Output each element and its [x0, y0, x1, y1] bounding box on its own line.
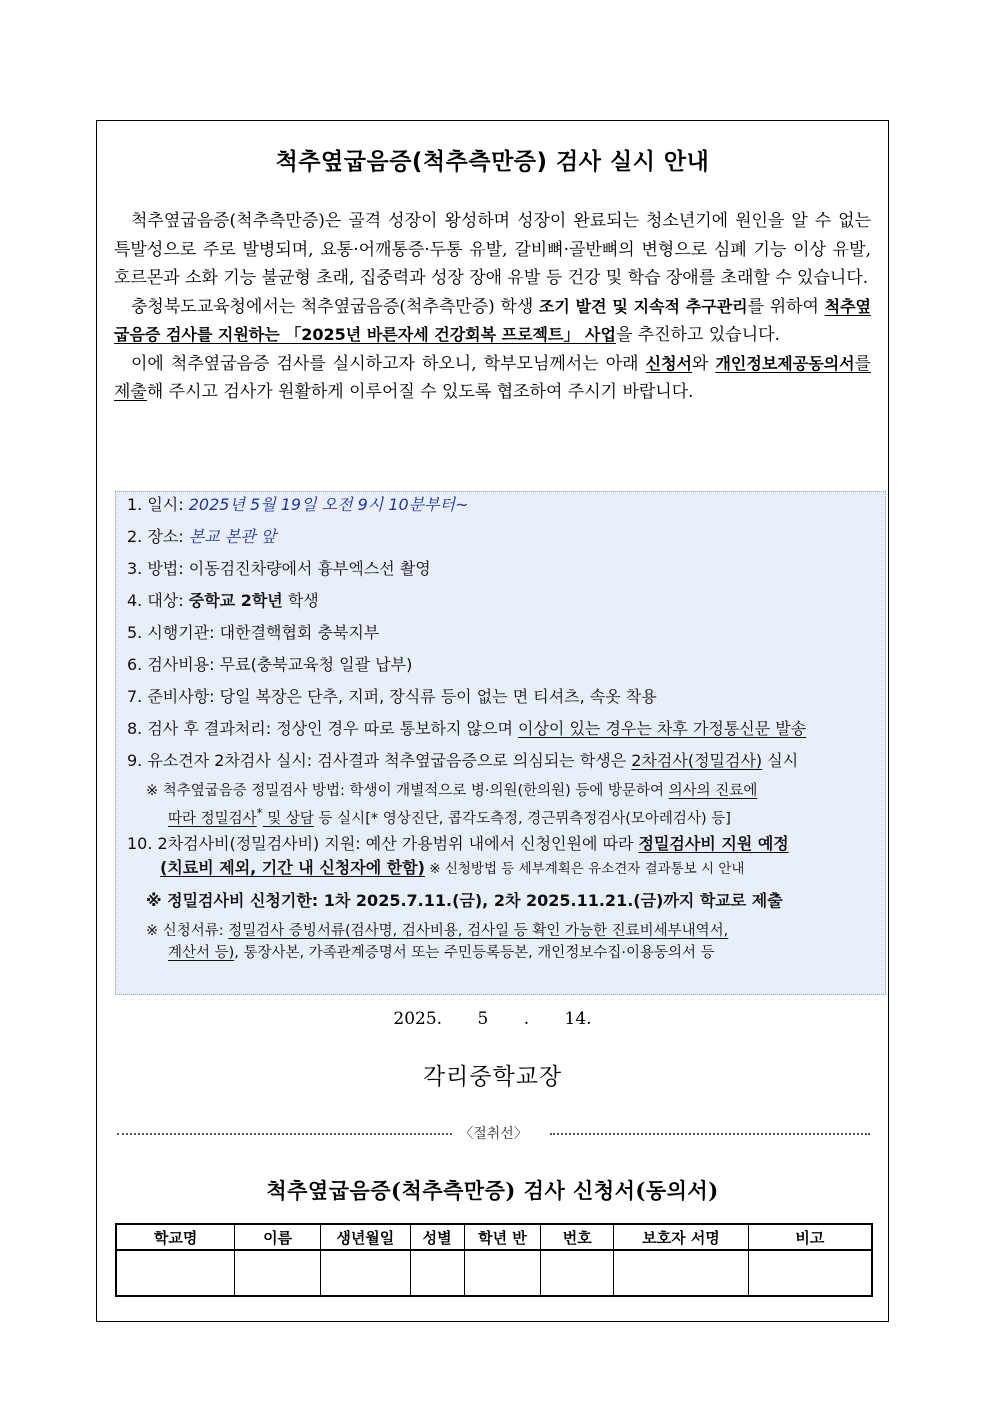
deadline-note: ※ 정밀검사비 신청기한: 1차 2025.7.11.(금), 2차 2025.11.21.(금)까지 학교로 제출 — [146, 891, 783, 910]
form-cell-guardian-signature[interactable] — [614, 1250, 749, 1296]
form-header-school: 학교명 — [116, 1224, 235, 1250]
intro-text — [114, 207, 871, 407]
item-underlined: 정밀검사비 지원 예정 — [638, 834, 789, 853]
note-underlined: 계산서 등) — [168, 945, 235, 961]
intro-p2-emphasis: 조기 발견 및 지속적 추구관리 — [538, 296, 748, 316]
cut-line — [117, 1123, 870, 1143]
form-header-number: 번호 — [541, 1224, 614, 1250]
item-target — [127, 588, 319, 611]
cut-line-label-wrap — [117, 1123, 870, 1143]
note-underlined: 정밀검사 증빙서류(검사명, 검사비용, 검사일 등 확인 가능한 진료비세부내역서, — [228, 923, 729, 939]
note-underlined: 및 상담 — [262, 810, 314, 827]
item-date — [127, 492, 469, 515]
note-underlined: 따라 정밀검사 — [168, 810, 257, 827]
note-text: , 통장사본, 가족관계증명서 또는 주민등록등본, 개인정보수집·이용동의서 등 — [234, 945, 715, 961]
note-footnote-mark: * — [256, 806, 263, 820]
item-result — [127, 716, 806, 739]
form-cell-number[interactable] — [541, 1250, 614, 1296]
issue-date: 2025. 5 . 14. — [393, 1009, 592, 1029]
cut-line-label: 〈절취선〉 — [455, 1126, 532, 1142]
form-cell-remarks[interactable] — [748, 1250, 872, 1296]
form-header-row — [116, 1224, 872, 1250]
item-place — [127, 524, 276, 547]
intro-p3-text: 해 주시고 검사가 원활하게 이루어질 수 있도록 협조하여 주시기 바랍니다. — [146, 382, 694, 402]
form-cell-grade-class[interactable] — [464, 1250, 541, 1296]
form-header-birthdate: 생년월일 — [320, 1224, 410, 1250]
signer: 각리중학교장 — [422, 1064, 563, 1090]
item-value-place: 본교 본관 앞 — [188, 527, 277, 546]
note-continuation — [146, 802, 757, 830]
item-text: 10. 2차검사비(정밀검사비) 지원: 예산 가용범위 내에서 신청인원에 따라 — [127, 834, 639, 853]
item-second-exam — [127, 748, 798, 771]
form-cell-birthdate[interactable] — [320, 1250, 410, 1296]
item-preparation: 7. 준비사항: 당일 복장은 단추, 지퍼, 장식류 등이 없는 면 티셔츠, 속옷 착용 — [127, 687, 657, 706]
notice-frame — [96, 120, 889, 1322]
item-underlined: (치료비 제외, 기간 내 신청자에 한함) — [160, 858, 425, 877]
item-text: 학생 — [282, 591, 319, 610]
note-text: 등 실시[* 영상진단, 콥각도측정, 경근뮈측정검사(모아레검사) 등] — [313, 810, 731, 827]
note-text: ※ 신청서류: — [146, 923, 229, 939]
item-method: 3. 방법: 이동검진차량에서 흉부엑스선 촬영 — [127, 559, 431, 578]
item-label: 4. 대상: — [127, 591, 189, 610]
item-value-target: 중학교 2학년 — [188, 591, 283, 610]
page-title: 척추옆굽음증(척추측만증) 검사 실시 안내 — [275, 149, 710, 175]
note-text: ※ 척추옆굽음증 정밀검사 방법: 학생이 개별적으로 병·의원(한의원) 등에 방문하여 — [146, 783, 669, 799]
intro-p2-text: 충청북도교육청에서는 척추옆굽음증(척추측만증) 학생 — [131, 296, 539, 317]
note-documents — [146, 920, 728, 964]
item-value-date: 2025년 5월 19일 오전 9시 10분부터~ — [188, 495, 469, 514]
item-exam-cost-support — [127, 832, 789, 881]
intro-p3-text: 이에 척추옆굽음증 검사를 실시하고자 하오니, 학부모님께서는 아래 — [131, 353, 646, 374]
form-header-gender: 성별 — [410, 1224, 464, 1250]
intro-paragraph-2 — [114, 293, 871, 350]
intro-p2-project: 를 지원하는 「2025년 바른자세 건강회복 프로젝트」 사업 — [196, 325, 616, 344]
intro-p3-consent: 개인정보제공동의서 — [715, 353, 855, 373]
item-label: 1. 일시: — [127, 495, 189, 514]
item-label: 2. 장소: — [127, 527, 189, 546]
note-continuation — [146, 942, 728, 964]
form-header-remarks: 비고 — [748, 1224, 872, 1250]
item-text: 8. 검사 후 결과처리: 정상인 경우 따로 통보하지 않으며 — [127, 719, 519, 738]
intro-paragraph-1: 척추옆굽음증(척추측만증)은 골격 성장이 왕성하며 성장이 완료되는 청소년기에 원인을 알 수 없는 특발성으로 주로 발병되며, 요통·어깨통증·두통 유발, 갈비뼈·골반뼈의 변형으로 심폐 기능 이상 유발, 호르몬과 소화 기능 불균형 초래, 집중력과 성장 장애 유발 등 건강 및 학습 장애를 초래할 수 있습니다. — [114, 211, 871, 288]
form-header-guardian-signature: 보호자 서명 — [614, 1224, 749, 1250]
item-underlined: 이상이 있는 경우는 차후 가정통신문 발송 — [518, 719, 807, 738]
form-cell-school[interactable] — [116, 1250, 235, 1296]
form-header-grade-class: 학년 반 — [464, 1224, 541, 1250]
item-cost: 6. 검사비용: 무료(충북교육청 일괄 납부) — [127, 655, 413, 674]
form-title: 척추옆굽음증(척추측만증) 검사 신청서(동의서) — [266, 1178, 719, 1203]
item-text: 9. 유소견자 2차검사 실시: 검사결과 척추옆굽음증으로 의심되는 학생은 — [127, 751, 632, 770]
application-form-table — [115, 1223, 873, 1297]
intro-paragraph-3 — [114, 350, 871, 407]
intro-p3-application: 신청서 — [645, 353, 692, 373]
intro-p2-text: 을 추진하고 있습니다. — [615, 325, 780, 345]
item-underlined: 2차검사(정밀검사) — [631, 751, 763, 770]
item-small-note: ※ 신청방법 등 세부계획은 유소견자 결과통보 시 안내 — [424, 861, 745, 877]
note-underlined: 의사의 진료에 — [668, 783, 758, 799]
form-cell-gender[interactable] — [410, 1250, 464, 1296]
item-text: 실시 — [762, 751, 799, 770]
details-box — [115, 491, 886, 995]
intro-p2-text: 를 위하여 — [747, 296, 825, 317]
item-agency: 5. 시행기관: 대한결핵협회 충북지부 — [127, 623, 380, 642]
intro-p3-submit: 를 제출 — [114, 353, 872, 402]
form-entry-row — [116, 1250, 872, 1296]
form-cell-name[interactable] — [235, 1250, 321, 1296]
form-header-name: 이름 — [235, 1224, 321, 1250]
note-exam-method — [146, 780, 757, 830]
intro-p2-underlined: 척추옆굽음증 검사 — [114, 296, 871, 344]
intro-p3-text: 와 — [691, 353, 716, 374]
